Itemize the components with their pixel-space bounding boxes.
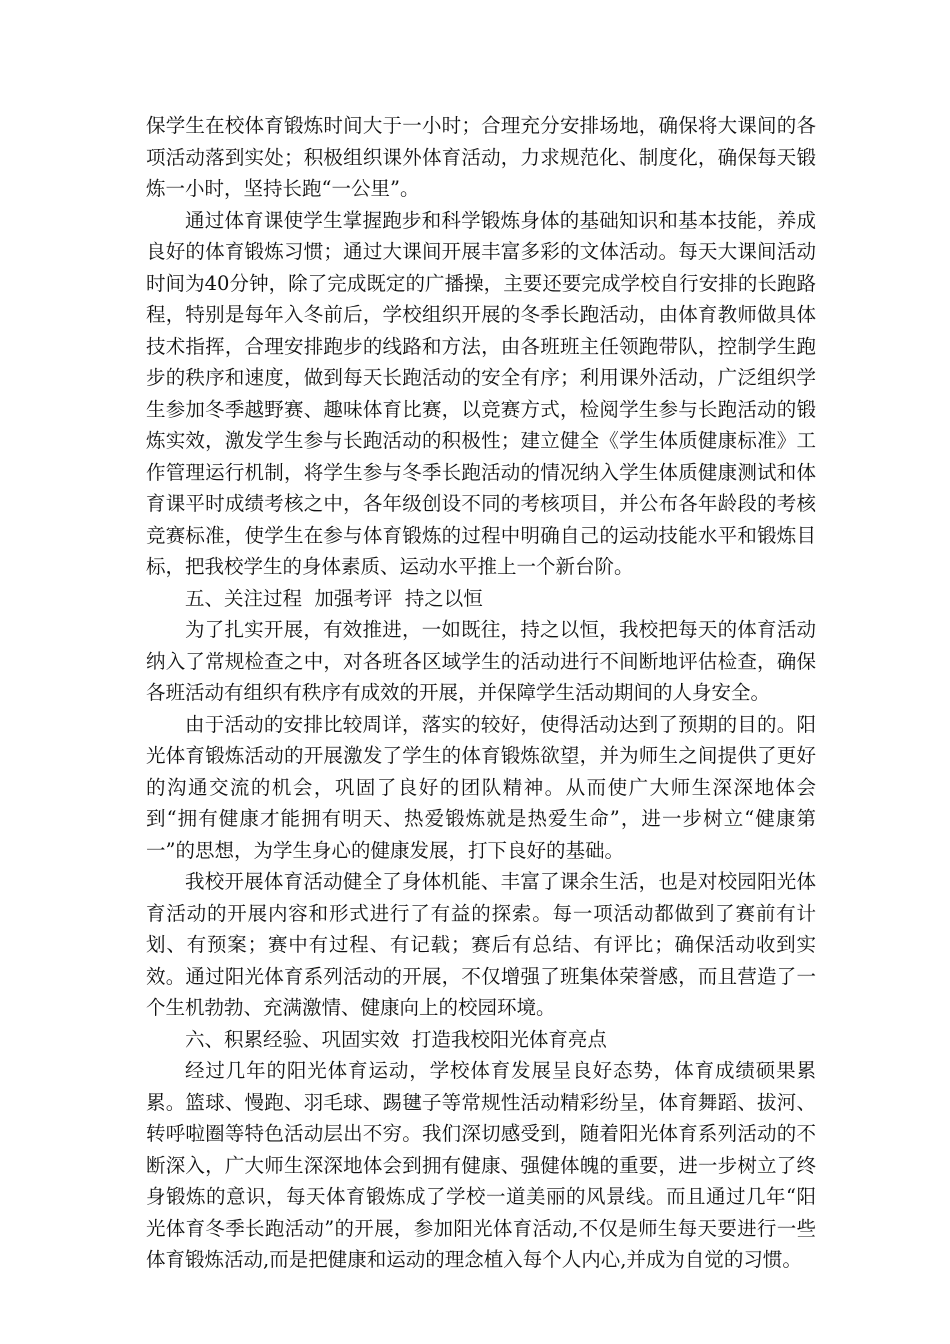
section-heading-five: 五、关注过程 加强考评 持之以恒 (185, 586, 483, 610)
paragraph-running-activities: 通过体育课使学生掌握跑步和科学锻炼身体的基础知识和基本技能，养成良好的体育锻炼习惯；通过大课间开展丰富多彩的文体活动。每天大课间活动时间为40分钟，除了完成既定的广播操，主要还要完成学校自行安排的长跑路程，特别是每年入冬前后，学校组织开展的冬季长跑活动，由体育教师做具体技术指挥，合理安排跑步的线路和方法，由各班班主任领跑带队，控制学生跑步的秩序和速度，做到每天长跑活动的安全有序；利用课外活动，广泛组织学生参加冬季越野赛、趣味体育比赛，以竞赛方式，检阅学生参与长跑活动的锻炼实效，激发学生参与长跑活动的积极性；建立健全《学生体质健康标准》工作管理运行机制，将学生参与冬季长跑活动的情况纳入学生体质健康测试和体育课平时成绩考核之中，各年级创设不同的考核项目，并公布各年龄段的考核竞赛标准，使学生在参与体育锻炼的过程中明确自己的运动技能水平和锻炼目标，把我校学生的身体素质、运动水平推上一个新台阶。 (146, 208, 816, 578)
paragraph-exploration: 我校开展体育活动健全了身体机能、丰富了课余生活，也是对校园阳光体育活动的开展内容和形式进行了有益的探索。每一项活动都做到了赛前有计划、有预案；赛中有过程、有记载；赛后有总结、有评比；确保活动收到实效。通过阳光体育系列活动的开展，不仅增强了班集体荣誉感，而且营造了一个生机勃勃、充满激情、健康向上的校园环境。 (146, 870, 816, 1019)
paragraph-continued: 保学生在校体育锻炼时间大于一小时；合理充分安排场地，确保将大课间的各项活动落到实处；积极组织课外体育活动，力求规范化、制度化，确保每天锻炼一小时，坚持长跑“一公里”。 (146, 114, 816, 200)
section-heading-six: 六、积累经验、巩固实效 打造我校阳光体育亮点 (185, 1027, 607, 1051)
paragraph-results: 由于活动的安排比较周详，落实的较好，使得活动达到了预期的目的。阳光体育锻炼活动的开展激发了学生的体育锻炼欲望，并为师生之间提供了更好的沟通交流的机会，巩固了良好的团队精神。从而使广大师生深深地体会到“拥有健康才能拥有明天、热爱锻炼就是热爱生命”，进一步树立“健康第一”的思想，为学生身心的健康发展，打下良好的基础。 (146, 712, 816, 862)
document-body (146, 110, 816, 1276)
paragraph-inspection: 为了扎实开展，有效推进，一如既往，持之以恒，我校把每天的体育活动纳入了常规检查之中，对各班各区域学生的活动进行不间断地评估检查，确保各班活动有组织有秩序有成效的开展，并保障学生活动期间的人身安全。 (146, 618, 816, 704)
paragraph-achievements: 经过几年的阳光体育运动，学校体育发展呈良好态势，体育成绩硕果累累。篮球、慢跑、羽毛球、踢毽子等常规性活动精彩纷呈，体育舞蹈、拔河、转呼啦圈等特色活动层出不穷。我们深切感受到，随着阳光体育系列活动的不断深入，广大师生深深地体会到拥有健康、强健体魄的重要，进一步树立了终身锻炼的意识，每天体育锻炼成了学校一道美丽的风景线。而且通过几年“阳光体育冬季长跑活动”的开展，参加阳光体育活动,不仅是师生每天要进行一些体育锻炼活动,而是把健康和运动的理念植入每个人内心,并成为自觉的习惯。 (146, 1059, 816, 1271)
